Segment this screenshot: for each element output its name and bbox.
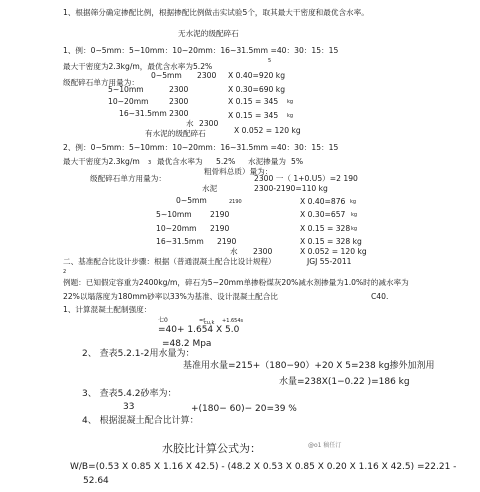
unit-16-31-1: kg [287,113,294,119]
basic-heading: 二、基准配合比设计步骤：根据（普通混凝土配合比设计规程） [63,257,276,266]
cement-dose-value: 5% [291,157,304,166]
formula-0-5-1: X 0.40=920 kg [228,71,286,80]
water-base: 基准用水量=215+（180−90）+20 X 5=238 kg掺外加剂用 [183,361,435,371]
wb-result: 52.64 [83,476,109,486]
example-1: 1、例：0~5mm：5~10mm：10~20mm：16~31.5mm =40：30：15：15 [63,46,339,55]
total-10-20-2: 2190 [210,224,230,233]
size-0-5-1: 0~5mm [151,71,182,80]
example-1-mark: 5 [268,58,272,64]
size-16-31-1: 16~31.5mm 2300 [119,109,189,118]
formula-1-sub: cu,k [204,320,215,326]
water-total-2: 2300 [253,247,273,256]
formula-3: =48.2 Mpa [162,339,212,349]
max-density-2: 最大干密度为2.3kg/m [63,157,140,166]
size-16-31-2: 16~31.5mm [156,237,204,246]
coarse-label: 粗骨料总质）量为： [204,167,273,176]
size-0-5-2: 0~5mm [176,196,207,205]
max-density-2-sub: 3 [148,160,152,166]
example-2: 2、例：0~5mm：5~10mm：10~20mm：16~31.5mm =40：30：15：15 [63,143,339,152]
opt-water-label: 最优含水率为 [157,157,203,166]
water-label-2: 水 [230,247,238,256]
unit-10-20-2: kg [351,226,358,232]
formula-1-rhs: =f [199,318,205,324]
step-3: 3、 查表5.4.2砂率为： [82,389,177,399]
cement-dose-label: 水泥掺量为 [248,157,286,166]
formula-5-10-1: X 0.30=690 kg [228,85,286,94]
concrete-grade: C40. [371,292,389,301]
unit-5-10-2: kg [351,212,358,218]
qty-label-1: 级配碎石单方用量为： [63,78,139,87]
with-cement-title: 有水泥的级配碎石 [145,129,206,138]
example-3-line1: 例题：已知假定容重为2400kg/m，碎石为5~20mm单掺粉煤灰20%减水剂掺量为1.0%时的减水率为 [63,278,409,287]
qty-label-2: 级配碎石单方用量为： [90,174,166,183]
formula-1-tail: +1.654s [222,318,244,324]
total-0-5-2: 2190 [229,199,242,205]
water-amount: 水量=238X(1−0.22 )=186 kg [279,377,410,387]
unit-10-20-1: kg [287,99,294,105]
step-2: 2、 查表5.2.1-2用水量为： [82,349,195,359]
formula-1-lhs: 七0 [158,317,168,324]
formula-16-31-2: X 0.15 = 328 kg [300,237,362,246]
size-10-20-1: 10~20mm [108,97,149,106]
sand-rhs: +(180− 60)− 20=39 % [191,404,297,414]
total-0-5-1: 2300 [197,71,217,80]
size-5-10-1: 5~10mm [108,85,144,94]
cement-row-formula: 2300-2190=110 kg [254,184,328,193]
formula-10-20-2: X 0.15 = 328 [300,224,351,233]
water-total-1: 2300 [199,119,219,128]
wb-title: 水胶比计算公式为： [162,442,261,455]
formula-10-20-1: X 0.15 = 345 [228,97,279,106]
water-formula-2: X 0.052 = 120 kg [300,247,367,256]
formula-0-5-2: X 0.40=876 [300,197,346,206]
watermark: @o1 稿任汀 [308,442,342,449]
example-3-line2: 22%以塌落度为180mm砂率以33%为基准、设计混凝土配合比 [63,292,278,301]
water-label-1: 水 [186,119,194,128]
intro-text: 1、根据筛分确定掺配比例，根据掺配比例做击实试验5个，取其最大干密度和最优含水率。 [63,8,369,17]
sand-lhs: 33 [123,402,135,412]
step-1: 1、计算混凝土配制强度： [63,305,152,314]
basic-note-mark: 2 [63,269,67,275]
size-10-20-2: 10~20mm [156,224,197,233]
cement-row-label: 水泥 [202,184,218,193]
unit-0-5-2: kg [350,199,357,205]
water-formula-1: X 0.052 = 120 kg [234,126,301,135]
formula-2: =40+ 1.654 X 5.0 [158,325,240,335]
max-density-1: 最大干密度为2.3kg/m，最优含水率为5.2% [63,62,213,71]
standard-code: JGJ 55-2011 [307,257,352,266]
size-5-10-2: 5~10mm [156,210,192,219]
coarse-formula: 2300 一（ 1+0.U5）=2 190 [254,174,358,183]
opt-water-value: 5.2% [216,157,236,166]
total-10-20-1: 2300 [169,97,189,106]
step-4: 4、 根据混凝土配合比计算： [82,416,199,426]
formula-16-31-1: X 0.15 = 345 [228,111,279,120]
wb-formula: W/B=(0.53 X 0.85 X 1.16 X 42.5) - (48.2 X 0.53 X 0.85 X 0.20 X 1.16 X 42.5) =22.21 - [70,462,457,472]
formula-5-10-2: X 0.30=657 [300,210,346,219]
total-5-10-1: 2300 [169,85,189,94]
total-5-10-2: 2190 [210,210,230,219]
no-cement-title: 无水泥的级配碎石 [178,29,239,38]
total-16-31-2: 2190 [217,237,237,246]
